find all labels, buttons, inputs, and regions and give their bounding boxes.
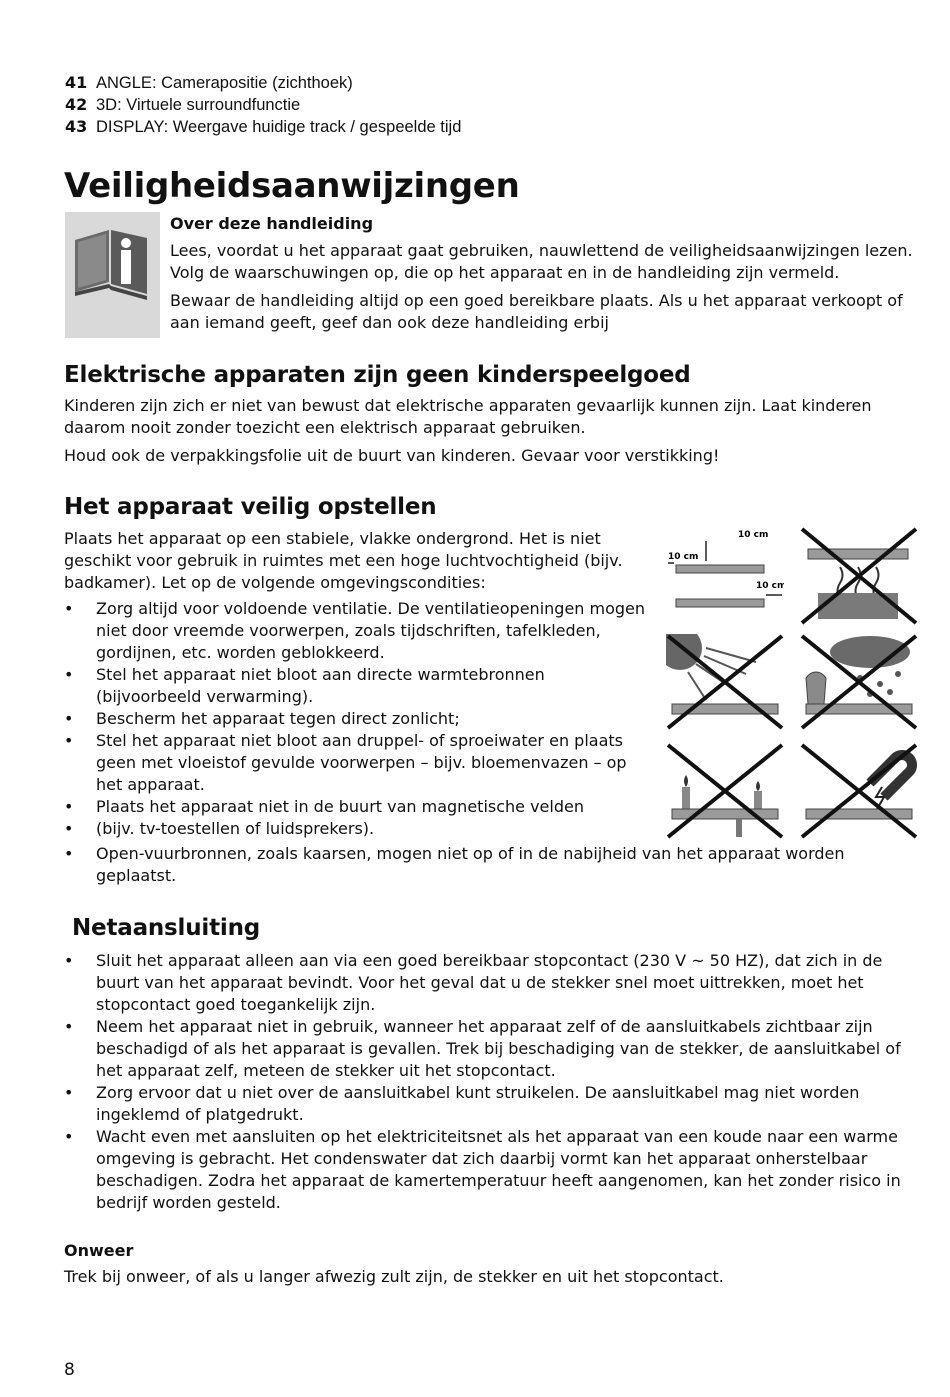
clearance-label: 10 cm	[668, 552, 699, 562]
no-magnet-illustration	[800, 743, 918, 839]
children-section	[64, 395, 932, 467]
manual-heading: Over deze handleiding	[170, 214, 374, 233]
page-number: 8	[64, 1360, 75, 1380]
list-item: • Stel het apparaat niet bloot aan druppel- of sproeiwater en plaats geen met vloeistof gevulde voorwerpen – bijv. bloemenvazen – op het apparaat.	[64, 730, 649, 796]
list-item: • Sluit het apparaat alleen aan via een goed bereikbaar stopcontact (230 V ~ 50 HZ), dat zich in de buurt van het apparaat bevindt. Voor het geval dat u de stekker snel moet uittrekken, moet het stopcontact goed toegankelijk zijn.	[64, 950, 924, 1016]
clearance-illustration	[666, 527, 784, 611]
setup-intro: Plaats het apparaat op een stabiele, vlakke ondergrond. Het is niet geschikt voor gebruik in ruimtes met een hoge luchtvochtigheid (bijv. badkamer). Let op de volgende omgevingscondities:	[64, 529, 623, 592]
page-title: Veiligheidsaanwijzingen	[64, 166, 520, 206]
list-item: • Wacht even met aansluiten op het elektriciteitsnet als het apparaat van een koude naar een warme omgeving is gebracht. Het condenswater dat zich daarbij vormt kan het apparaat onherstelbaar beschadigen. Zodra het apparaat de kamertemperatuur heeft aangenomen, kan het zonder risico in bedrijf worden gesteld.	[64, 1126, 924, 1214]
list-item: • Plaats het apparaat niet in de buurt van magnetische velden	[64, 796, 649, 818]
info-book-icon	[65, 212, 160, 338]
list-item: 41 ANGLE: Camerapositie (zichthoek)	[65, 73, 353, 92]
setup-list-continued	[64, 843, 914, 887]
children-paragraph: Houd ook de verpakkingsfolie uit de buurt van kinderen. Gevaar voor verstikking!	[64, 446, 720, 465]
list-item: 42 3D: Virtuele surroundfunctie	[65, 95, 301, 114]
list-item: 43 DISPLAY: Weergave huidige track / gespeelde tijd	[65, 117, 462, 136]
section-heading-setup: Het apparaat veilig opstellen	[64, 494, 437, 520]
no-sunlight-illustration	[666, 634, 784, 730]
setup-list	[64, 598, 649, 840]
list-item: • Open-vuurbronnen, zoals kaarsen, mogen niet op of in de nabijheid van het apparaat worden geplaatst.	[64, 843, 914, 887]
manual-paragraph: Bewaar de handleiding altijd op een goed bereikbare plaats. Als u het apparaat verkoopt of aan iemand geeft, geef dan ook deze handleiding erbij	[170, 291, 903, 332]
no-water-illustration	[800, 634, 918, 730]
section-heading-children: Elektrische apparaten zijn geen kinderspeelgoed	[64, 362, 691, 388]
no-candles-illustration	[666, 743, 784, 839]
storm-paragraph: Trek bij onweer, of als u langer afwezig zult zijn, de stekker en uit het stopcontact.	[64, 1267, 724, 1286]
section-heading-power: Netaansluiting	[72, 915, 261, 941]
list-item: • Bescherm het apparaat tegen direct zonlicht;	[64, 708, 649, 730]
list-item: • Stel het apparaat niet bloot aan directe warmtebronnen (bijvoorbeeld verwarming).	[64, 664, 649, 708]
no-heating-illustration	[800, 527, 918, 625]
storm-heading: Onweer	[64, 1241, 134, 1260]
manual-paragraph: Lees, voordat u het apparaat gaat gebruiken, nauwlettend de veiligheidsaanwijzingen lezen. Volg de waarschuwingen op, die op het apparaat en in de handleiding zijn vermeld.	[170, 241, 913, 282]
list-item: • Neem het apparaat niet in gebruik, wanneer het apparaat zelf of de aansluitkabels zichtbaar zijn beschadigd of als het apparaat is gevallen. Trek bij beschadiging van de stekker, de aansluitkabel of het apparaat zelf, meteen de stekker uit het stopcontact.	[64, 1016, 924, 1082]
storm-section	[64, 1240, 924, 1288]
clearance-label: 10 cm	[756, 581, 784, 591]
numbered-key-list	[65, 72, 461, 138]
power-list	[64, 950, 924, 1214]
children-paragraph: Kinderen zijn zich er niet van bewust dat elektrische apparaten gevaarlijk kunnen zijn. Laat kinderen daarom nooit zonder toezicht een elektrisch apparaat gebruiken.	[64, 396, 872, 437]
clearance-label: 10 cm	[738, 530, 769, 540]
list-item: • (bijv. tv-toestellen of luidsprekers).	[64, 818, 649, 840]
list-item: • Zorg ervoor dat u niet over de aansluitkabel kunt struikelen. De aansluitkabel mag niet worden ingeklemd of platgedrukt.	[64, 1082, 924, 1126]
list-item: • Zorg altijd voor voldoende ventilatie. De ventilatieopeningen mogen niet door vreemde voorwerpen, zoals tijdschriften, tafelkleden, gordijnen, etc. worden geblokkeerd.	[64, 598, 649, 664]
manual-section	[170, 212, 915, 334]
